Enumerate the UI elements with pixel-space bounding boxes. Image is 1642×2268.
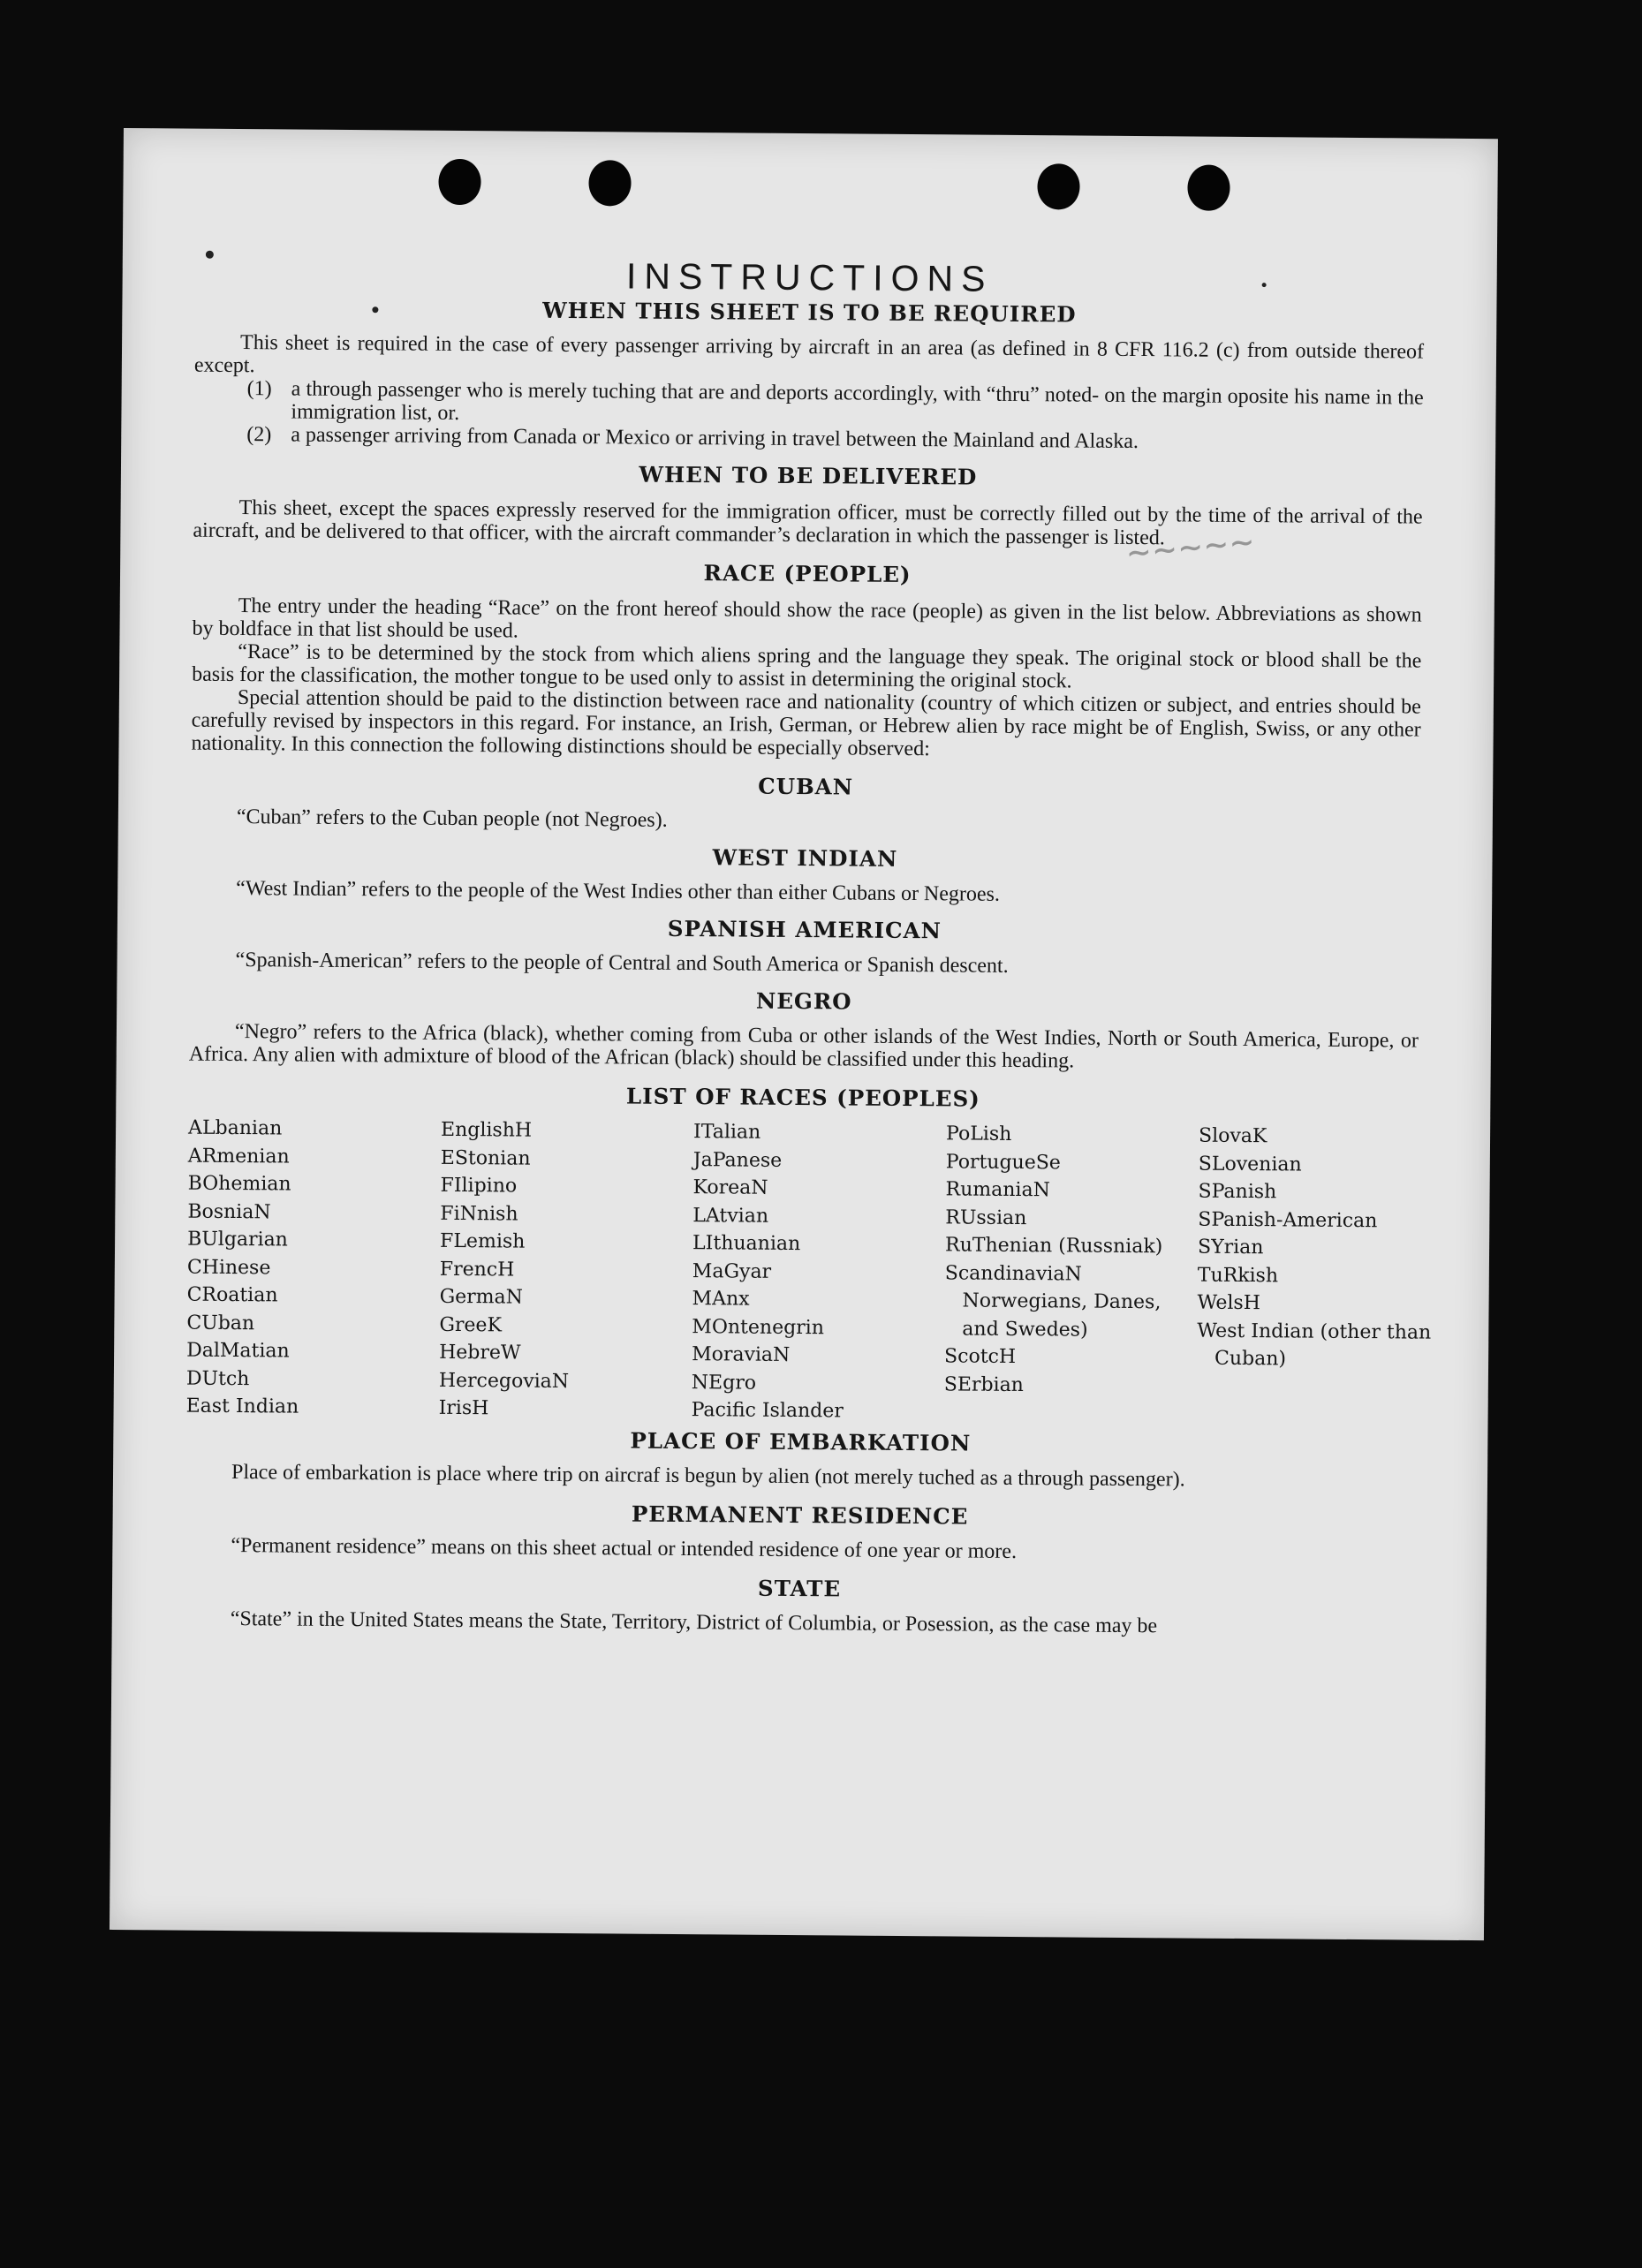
race-entry: GermaN bbox=[439, 1285, 524, 1309]
race-entry: RumaniaN bbox=[945, 1178, 1050, 1202]
race-entry: CHinese bbox=[186, 1256, 271, 1279]
west-indian-text: “West Indian” refers to the people of the West Indies other than either Cubans or Negroes. bbox=[236, 877, 1001, 906]
race-entry: SLovenian bbox=[1198, 1153, 1302, 1176]
delivered-text: This sheet, except the spaces expressly reserved for the immigration officer, must be correctly filled out by the time of the arrival of the aircraft, and be delivered to that officer, with the aircraft commander’s declaration in which the passenger is listed. bbox=[193, 496, 1423, 550]
spanish-american-text: “Spanish-American” refers to the people of Central and South America or Spanish descent. bbox=[235, 949, 1009, 978]
required-intro: This sheet is required in the case of every passenger arriving by aircraft in an area (as defined in 8 CFR 116.2 (c) from outside thereof except. bbox=[193, 331, 1425, 378]
race-entry: SlovaK bbox=[1198, 1124, 1267, 1148]
heading-west-indian: WEST INDIAN bbox=[712, 844, 898, 872]
heading-delivered: WHEN TO BE DELIVERED bbox=[639, 461, 978, 490]
race-entry: EnglishH bbox=[441, 1118, 533, 1142]
heading-cuban: CUBAN bbox=[758, 773, 854, 800]
races-column bbox=[186, 1115, 442, 1423]
race-entry: PortugueSe bbox=[945, 1150, 1061, 1174]
race-paragraph-3: Special attention should be paid to the distinction between race and nationality (country of which citizen or subject, and entries should be carefully revised by inspectors in this regard. For instance, an Irish, German, or Hebrew alien by race might be of English, Swiss, or any other nationality. In this connection the following distinctions should be especially observed: bbox=[191, 686, 1421, 761]
race-entry: BosniaN bbox=[187, 1200, 271, 1223]
punch-hole bbox=[438, 159, 480, 205]
heading-races-list: LIST OF RACES (PEOPLES) bbox=[625, 1083, 980, 1112]
race-entry: PoLish bbox=[945, 1123, 1012, 1145]
race-entry: ScandinaviaN Norwegians, Danes, and Swedes) bbox=[944, 1261, 1162, 1342]
race-entry: HercegoviaN bbox=[438, 1369, 570, 1393]
race-entry: DUtch bbox=[185, 1367, 250, 1390]
race-entry: JaPanese bbox=[692, 1148, 783, 1172]
race-entry: FiNnish bbox=[440, 1202, 518, 1226]
heading-embarkation: PLACE OF EMBARKATION bbox=[630, 1427, 972, 1456]
race-entry: FrencH bbox=[439, 1258, 515, 1281]
cuban-text: “Cuban” refers to the Cuban people (not Negroes). bbox=[236, 805, 668, 832]
race-entry: FLemish bbox=[440, 1229, 526, 1253]
race-entry: IrisH bbox=[438, 1396, 489, 1420]
race-entry: HebreW bbox=[439, 1341, 521, 1365]
heading-residence: PERMANENT RESIDENCE bbox=[631, 1501, 969, 1530]
heading-race: RACE (PEOPLE) bbox=[703, 560, 912, 588]
race-entry: MoraviaN bbox=[692, 1343, 791, 1366]
races-list bbox=[185, 1115, 1432, 1430]
faint-handwriting: ~~~~~ bbox=[1125, 518, 1259, 575]
race-entry: CRoatian bbox=[186, 1283, 278, 1307]
race-entry: WelsH bbox=[1197, 1291, 1261, 1315]
heading-state: STATE bbox=[757, 1575, 842, 1601]
race-entry: KoreaN bbox=[692, 1176, 768, 1199]
race-entry: West Indian (other than Cuban) bbox=[1197, 1319, 1432, 1371]
race-entry: East Indian bbox=[185, 1395, 299, 1418]
heading-required: WHEN THIS SHEET IS TO BE REQUIRED bbox=[542, 297, 1077, 328]
races-column bbox=[691, 1118, 946, 1426]
embarkation-text: Place of embarkation is place where trip on aircraf is begun by alien (not merely tuched as a through passenger). bbox=[231, 1460, 1185, 1491]
race-entry: DalMatian bbox=[186, 1339, 290, 1363]
race-entry: MAnx bbox=[692, 1288, 750, 1311]
race-entry: ALbanian bbox=[188, 1116, 283, 1140]
race-entry: Pacific Islander bbox=[691, 1399, 844, 1423]
item-text: a passenger arriving from Canada or Mexico or arriving in travel between the Mainland and Alaska. bbox=[291, 423, 1139, 454]
race-entry: SYrian bbox=[1197, 1236, 1264, 1259]
heading-spanish-american: SPANISH AMERICAN bbox=[667, 915, 942, 944]
race-entry: NEgro bbox=[691, 1371, 757, 1395]
race-paragraph-2: “Race” is to be determined by the stock from which aliens spring and the language they speak. The original stock or blood shall be the basis for the classification, the mother tongue to be used only to assist in determining the original stock. bbox=[192, 640, 1422, 693]
race-entry: SErbian bbox=[943, 1372, 1025, 1396]
race-paragraph-1: The entry under the heading “Race” on the front hereof should show the race (people) as given in the list below. Abbreviations as shown by boldface in that list should be used. bbox=[192, 594, 1422, 643]
race-entry: CUban bbox=[186, 1312, 255, 1334]
race-entry: ScotcH bbox=[944, 1345, 1017, 1368]
race-entry: EStonian bbox=[440, 1146, 531, 1170]
item-number: (1) bbox=[246, 377, 272, 401]
item-text: a through passenger who is merely tuching that are and deports accordingly, with “thru” noted- on the margin oposite his name in the immigration list, or. bbox=[291, 377, 1424, 425]
race-entry: LIthuanian bbox=[692, 1232, 801, 1256]
race-entry: RUssian bbox=[945, 1206, 1027, 1229]
punch-hole bbox=[1187, 164, 1230, 210]
race-entry: BOhemian bbox=[187, 1172, 291, 1196]
state-text: “State” in the United States means the State, Territory, District of Columbia, or Posession, as the case may be bbox=[230, 1606, 1158, 1637]
page-title: INSTRUCTIONS bbox=[625, 255, 994, 299]
race-entry: RuThenian (Russniak) bbox=[944, 1234, 1163, 1259]
race-entry: SPanish bbox=[1198, 1180, 1277, 1204]
races-column bbox=[439, 1116, 694, 1425]
race-entry: BUlgarian bbox=[187, 1228, 288, 1251]
race-entry: ITalian bbox=[692, 1121, 761, 1144]
race-entry: ARmenian bbox=[187, 1145, 290, 1168]
race-entry: MOntenegrin bbox=[692, 1315, 825, 1339]
punch-hole bbox=[588, 160, 631, 206]
race-entry: LAtvian bbox=[692, 1204, 769, 1228]
races-column bbox=[1196, 1123, 1451, 1431]
negro-text: “Negro” refers to the Africa (black), whether coming from Cuba or other islands of the West Indies, North or South America, Europe, or Africa. Any alien with admixture of blood of the African (black) should be classified under this heading. bbox=[188, 1020, 1419, 1073]
race-entry: SPanish-American bbox=[1198, 1208, 1378, 1232]
punch-hole bbox=[1037, 163, 1079, 209]
document-page bbox=[110, 128, 1498, 1940]
residence-text: “Permanent residence” means on this sheet actual or intended residence of one year or more. bbox=[231, 1533, 1018, 1563]
heading-negro: NEGRO bbox=[755, 987, 852, 1015]
instructions-content bbox=[185, 253, 1432, 1639]
race-entry: GreeK bbox=[439, 1313, 503, 1336]
race-entry: MaGyar bbox=[692, 1259, 772, 1283]
race-entry: TuRkish bbox=[1197, 1264, 1279, 1287]
races-column bbox=[943, 1120, 1199, 1428]
item-number: (2) bbox=[246, 423, 272, 447]
race-entry: FIlipino bbox=[440, 1174, 518, 1198]
